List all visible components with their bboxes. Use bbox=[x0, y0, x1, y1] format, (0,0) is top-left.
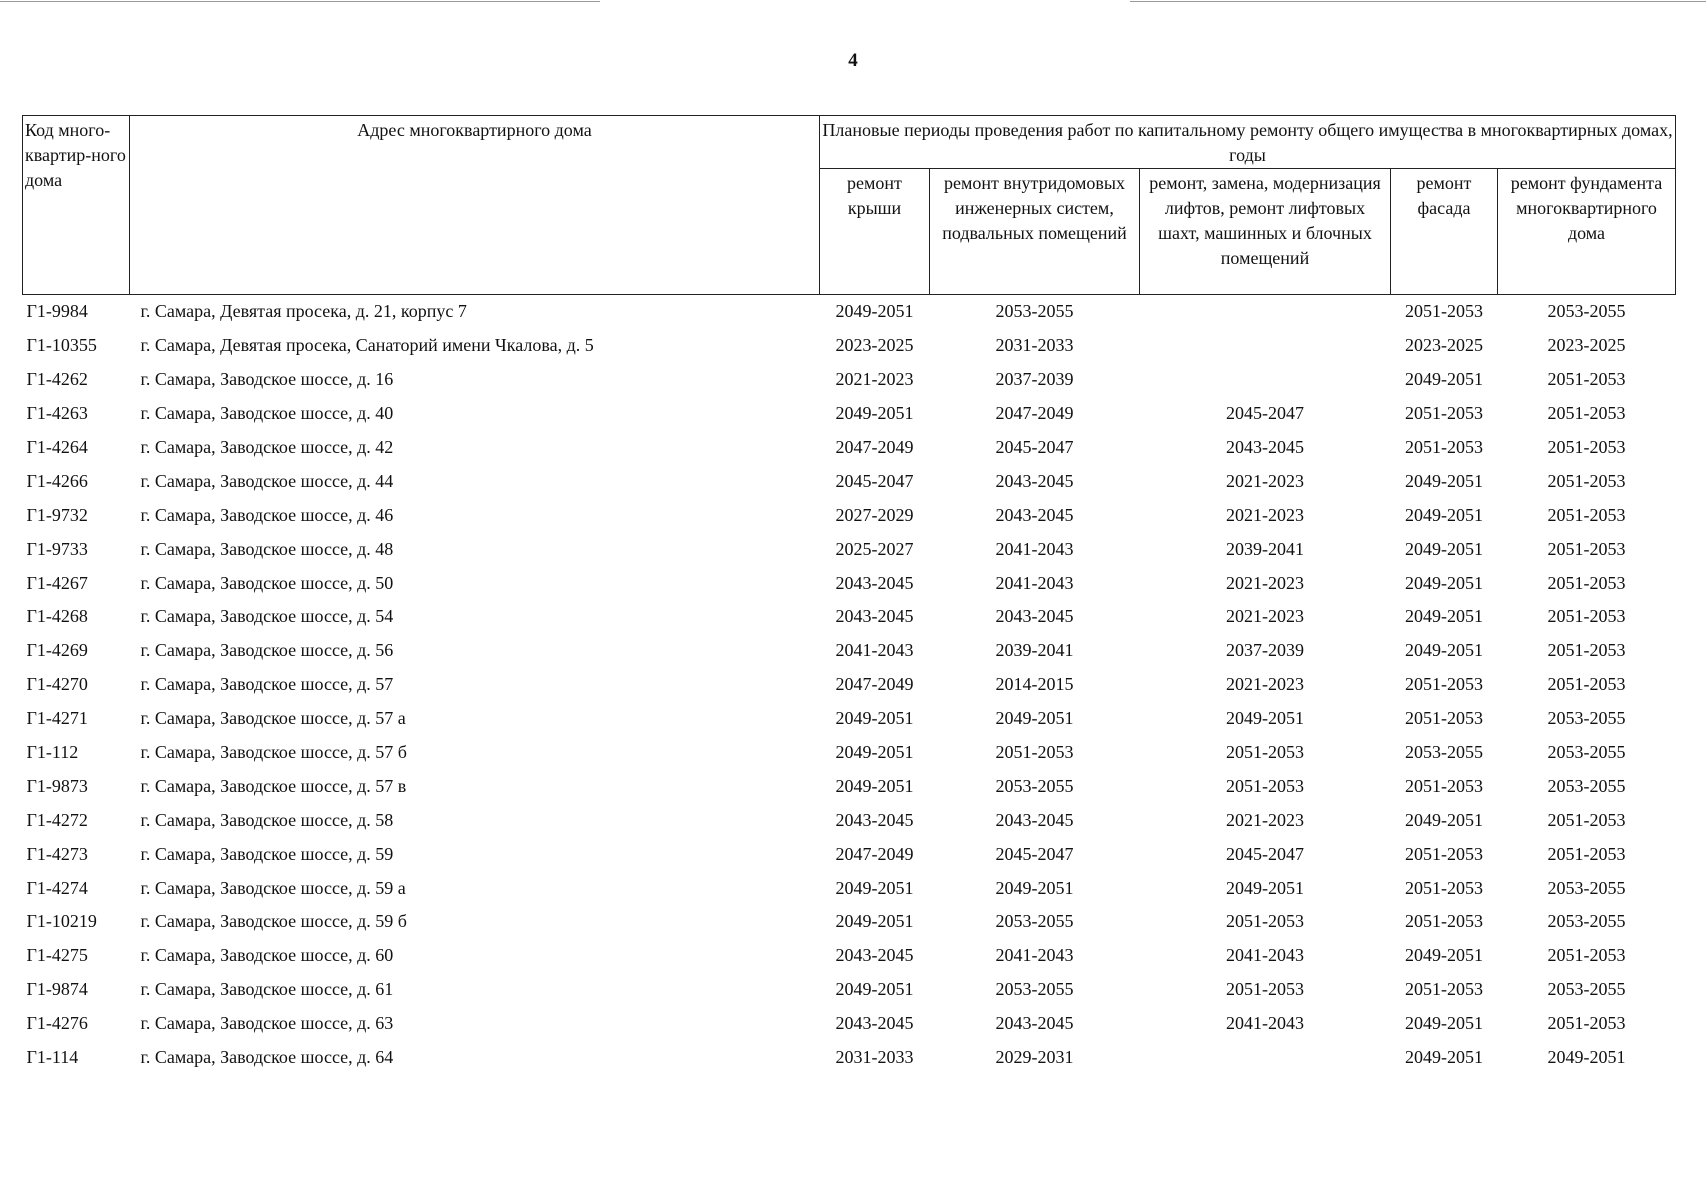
cell-roof: 2049-2051 bbox=[835, 877, 914, 898]
cell-engineering: 2014-2015 bbox=[995, 674, 1074, 695]
cell-code: Г1-10219 bbox=[26, 911, 97, 932]
cell-roof: 2049-2051 bbox=[835, 979, 914, 1000]
cell-facade: 2049-2051 bbox=[1405, 572, 1483, 593]
cell-address: г. Самара, Девятая просека, Санаторий имени Чкалова, д. 5 bbox=[140, 335, 594, 356]
cell-roof: 2031-2033 bbox=[835, 1047, 914, 1068]
cell-foundation: 2051-2053 bbox=[1547, 809, 1626, 830]
header-elevators: ремонт, замена, модернизация лифтов, ремонт лифтовых шахт, машинных и блочных помещений bbox=[1140, 169, 1391, 295]
cell-address: г. Самара, Заводское шоссе, д. 59 а bbox=[140, 877, 406, 898]
cell-facade: 2053-2055 bbox=[1405, 742, 1483, 763]
cell-elevators: 2045-2047 bbox=[1226, 403, 1304, 424]
table-row bbox=[23, 1041, 1676, 1075]
cell-facade: 2049-2051 bbox=[1405, 606, 1483, 627]
cell-address: г. Самара, Заводское шоссе, д. 63 bbox=[140, 1013, 394, 1034]
cell-roof: 2041-2043 bbox=[835, 640, 914, 661]
cell-facade: 2049-2051 bbox=[1405, 809, 1483, 830]
cell-roof: 2043-2045 bbox=[835, 945, 914, 966]
cell-foundation: 2051-2053 bbox=[1547, 504, 1626, 525]
cell-foundation: 2053-2055 bbox=[1547, 708, 1626, 729]
cell-code: Г1-4268 bbox=[26, 606, 88, 627]
cell-elevators: 2051-2053 bbox=[1226, 742, 1304, 763]
cell-roof: 2049-2051 bbox=[835, 742, 914, 763]
cell-engineering: 2049-2051 bbox=[995, 877, 1074, 898]
cell-foundation: 2051-2053 bbox=[1547, 640, 1626, 661]
cell-code: Г1-9733 bbox=[26, 538, 88, 559]
cell-foundation: 2051-2053 bbox=[1547, 1013, 1626, 1034]
header-roof: ремонт крыши bbox=[820, 169, 930, 295]
cell-address: г. Самара, Заводское шоссе, д. 40 bbox=[140, 403, 394, 424]
cell-code: Г1-4269 bbox=[26, 640, 88, 661]
cell-roof: 2025-2027 bbox=[835, 538, 914, 559]
cell-address: г. Самара, Заводское шоссе, д. 50 bbox=[140, 572, 394, 593]
table-row bbox=[23, 736, 1676, 770]
cell-engineering: 2031-2033 bbox=[995, 335, 1074, 356]
cell-code: Г1-9874 bbox=[26, 979, 88, 1000]
cell-code: Г1-112 bbox=[26, 742, 79, 763]
cell-foundation: 2051-2053 bbox=[1547, 674, 1626, 695]
cell-elevators: 2051-2053 bbox=[1226, 911, 1304, 932]
table-row bbox=[23, 837, 1676, 871]
cell-roof: 2049-2051 bbox=[835, 301, 914, 322]
table-body bbox=[23, 295, 1676, 1075]
cell-roof: 2047-2049 bbox=[835, 674, 914, 695]
table-row bbox=[23, 634, 1676, 668]
cell-elevators bbox=[1140, 329, 1391, 363]
cell-roof: 2027-2029 bbox=[835, 504, 914, 525]
cell-engineering: 2041-2043 bbox=[995, 572, 1074, 593]
cell-elevators: 2051-2053 bbox=[1226, 775, 1304, 796]
cell-foundation: 2051-2053 bbox=[1547, 945, 1626, 966]
cell-address: г. Самара, Заводское шоссе, д. 42 bbox=[140, 437, 394, 457]
cell-code: Г1-4276 bbox=[26, 1013, 88, 1034]
cell-elevators: 2039-2041 bbox=[1226, 538, 1304, 559]
cell-facade: 2051-2053 bbox=[1405, 437, 1483, 457]
cell-facade: 2051-2053 bbox=[1405, 877, 1483, 898]
table-row bbox=[23, 939, 1676, 973]
table-row bbox=[23, 329, 1676, 363]
header-periods-group: Плановые периоды проведения работ по капитальному ремонту общего имущества в многоквартирных домах, годы bbox=[820, 116, 1676, 169]
cell-foundation: 2053-2055 bbox=[1547, 979, 1626, 1000]
cell-code: Г1-4264 bbox=[26, 437, 88, 457]
cell-facade: 2051-2053 bbox=[1405, 775, 1483, 796]
cell-address: г. Самара, Заводское шоссе, д. 59 bbox=[140, 843, 394, 864]
cell-code: Г1-9732 bbox=[26, 504, 88, 525]
table-row bbox=[23, 905, 1676, 939]
cell-roof: 2043-2045 bbox=[835, 1013, 914, 1034]
cell-code: Г1-4267 bbox=[26, 572, 88, 593]
cell-foundation: 2051-2053 bbox=[1547, 437, 1626, 457]
cell-facade: 2051-2053 bbox=[1405, 911, 1483, 932]
table-row bbox=[23, 532, 1676, 566]
cell-facade: 2049-2051 bbox=[1405, 1047, 1483, 1068]
cell-code: Г1-114 bbox=[26, 1047, 79, 1068]
cell-engineering: 2043-2045 bbox=[995, 504, 1074, 525]
cell-elevators: 2049-2051 bbox=[1226, 708, 1304, 729]
cell-facade: 2049-2051 bbox=[1405, 538, 1483, 559]
cell-address: г. Самара, Заводское шоссе, д. 56 bbox=[140, 640, 394, 661]
cell-elevators: 2041-2043 bbox=[1226, 945, 1304, 966]
cell-elevators: 2045-2047 bbox=[1226, 843, 1304, 864]
cell-address: г. Самара, Заводское шоссе, д. 54 bbox=[140, 606, 394, 627]
cell-code: Г1-4272 bbox=[26, 809, 88, 830]
cell-facade: 2051-2053 bbox=[1405, 979, 1483, 1000]
table-row bbox=[23, 871, 1676, 905]
cell-engineering: 2043-2045 bbox=[995, 606, 1074, 627]
cell-address: г. Самара, Заводское шоссе, д. 59 б bbox=[140, 911, 407, 932]
cell-foundation: 2053-2055 bbox=[1547, 911, 1626, 932]
cell-engineering: 2041-2043 bbox=[995, 945, 1074, 966]
cell-code: Г1-4271 bbox=[26, 708, 88, 729]
cell-foundation: 2053-2055 bbox=[1547, 877, 1626, 898]
cell-roof: 2045-2047 bbox=[835, 470, 914, 491]
cell-foundation: 2051-2053 bbox=[1547, 403, 1626, 424]
table-row bbox=[23, 363, 1676, 397]
table-row bbox=[23, 702, 1676, 736]
cell-code: Г1-10355 bbox=[26, 335, 97, 356]
cell-facade: 2049-2051 bbox=[1405, 1013, 1483, 1034]
cell-foundation: 2051-2053 bbox=[1547, 369, 1626, 390]
cell-engineering: 2047-2049 bbox=[995, 403, 1074, 424]
cell-roof: 2021-2023 bbox=[835, 369, 914, 390]
cell-foundation: 2051-2053 bbox=[1547, 572, 1626, 593]
cell-foundation: 2051-2053 bbox=[1547, 470, 1626, 491]
cell-elevators: 2049-2051 bbox=[1226, 877, 1304, 898]
cell-engineering: 2051-2053 bbox=[995, 742, 1074, 763]
cell-roof: 2043-2045 bbox=[835, 809, 914, 830]
header-address: Адрес многоквартирного дома bbox=[130, 116, 820, 295]
cell-engineering: 2043-2045 bbox=[995, 470, 1074, 491]
cell-code: Г1-9984 bbox=[26, 301, 88, 322]
cell-engineering: 2037-2039 bbox=[995, 369, 1074, 390]
cell-elevators: 2021-2023 bbox=[1226, 470, 1304, 491]
cell-facade: 2049-2051 bbox=[1405, 945, 1483, 966]
cell-engineering: 2029-2031 bbox=[995, 1047, 1074, 1068]
cell-engineering: 2041-2043 bbox=[995, 538, 1074, 559]
cell-foundation: 2053-2055 bbox=[1547, 742, 1626, 763]
cell-code: Г1-4273 bbox=[26, 843, 88, 864]
cell-roof: 2047-2049 bbox=[835, 437, 914, 457]
cell-engineering: 2043-2045 bbox=[995, 809, 1074, 830]
cell-roof: 2049-2051 bbox=[835, 911, 914, 932]
cell-elevators: 2043-2045 bbox=[1226, 437, 1304, 457]
cell-foundation: 2053-2055 bbox=[1547, 775, 1626, 796]
cell-address: г. Самара, Заводское шоссе, д. 57 а bbox=[140, 708, 406, 729]
cell-engineering: 2045-2047 bbox=[995, 437, 1074, 457]
cell-facade: 2049-2051 bbox=[1405, 640, 1483, 661]
cell-address: г. Самара, Заводское шоссе, д. 57 bbox=[140, 674, 394, 695]
cell-facade: 2051-2053 bbox=[1405, 301, 1483, 322]
cell-address: г. Самара, Заводское шоссе, д. 57 в bbox=[140, 775, 407, 796]
table-row bbox=[23, 397, 1676, 431]
table-row bbox=[23, 431, 1676, 465]
table-row bbox=[23, 973, 1676, 1007]
cell-roof: 2043-2045 bbox=[835, 572, 914, 593]
table-row bbox=[23, 295, 1676, 329]
cell-facade: 2051-2053 bbox=[1405, 403, 1483, 424]
cell-address: г. Самара, Заводское шоссе, д. 46 bbox=[140, 504, 394, 525]
table-row bbox=[23, 600, 1676, 634]
table-row bbox=[23, 668, 1676, 702]
cell-roof: 2047-2049 bbox=[835, 843, 914, 864]
cell-address: г. Самара, Заводское шоссе, д. 57 б bbox=[140, 742, 407, 763]
cell-foundation: 2051-2053 bbox=[1547, 538, 1626, 559]
table-row bbox=[23, 803, 1676, 837]
cell-roof: 2023-2025 bbox=[835, 335, 914, 356]
header-code: Код много-квартир-ного дома bbox=[23, 116, 130, 295]
cell-elevators: 2051-2053 bbox=[1226, 979, 1304, 1000]
cell-elevators: 2041-2043 bbox=[1226, 1013, 1304, 1034]
cell-engineering: 2053-2055 bbox=[995, 775, 1074, 796]
cell-code: Г1-4266 bbox=[26, 470, 88, 491]
cell-foundation: 2051-2053 bbox=[1547, 606, 1626, 627]
cell-code: Г1-4275 bbox=[26, 945, 88, 966]
cell-address: г. Самара, Заводское шоссе, д. 60 bbox=[140, 945, 394, 966]
cell-roof: 2049-2051 bbox=[835, 775, 914, 796]
cell-elevators: 2021-2023 bbox=[1226, 572, 1304, 593]
header-facade: ремонт фасада bbox=[1391, 169, 1498, 295]
cell-facade: 2049-2051 bbox=[1405, 369, 1483, 390]
cell-facade: 2049-2051 bbox=[1405, 470, 1483, 491]
cell-elevators bbox=[1140, 1041, 1391, 1075]
page-number: 4 bbox=[848, 50, 858, 71]
cell-foundation: 2051-2053 bbox=[1547, 843, 1626, 864]
cell-foundation: 2049-2051 bbox=[1547, 1047, 1626, 1068]
cell-code: Г1-4270 bbox=[26, 674, 88, 695]
cell-elevators: 2021-2023 bbox=[1226, 674, 1304, 695]
cell-roof: 2043-2045 bbox=[835, 606, 914, 627]
capital-repair-schedule-table bbox=[22, 115, 1676, 1074]
cell-engineering: 2039-2041 bbox=[995, 640, 1074, 661]
cell-elevators: 2037-2039 bbox=[1226, 640, 1304, 661]
cell-elevators bbox=[1140, 295, 1391, 329]
cell-code: Г1-9873 bbox=[26, 775, 88, 796]
cell-foundation: 2023-2025 bbox=[1547, 335, 1626, 356]
table-row bbox=[23, 464, 1676, 498]
cell-engineering: 2053-2055 bbox=[995, 301, 1074, 322]
cell-code: Г1-4262 bbox=[26, 369, 88, 390]
cell-facade: 2049-2051 bbox=[1405, 504, 1483, 525]
cell-address: г. Самара, Заводское шоссе, д. 48 bbox=[140, 538, 394, 559]
cell-address: г. Самара, Заводское шоссе, д. 16 bbox=[140, 369, 394, 390]
table-row bbox=[23, 566, 1676, 600]
cell-address: г. Самара, Заводское шоссе, д. 44 bbox=[140, 470, 394, 491]
cell-code: Г1-4274 bbox=[26, 877, 88, 898]
cell-code: Г1-4263 bbox=[26, 403, 88, 424]
header-engineering: ремонт внутридомовых инженерных систем, подвальных помещений bbox=[930, 169, 1140, 295]
cell-facade: 2051-2053 bbox=[1405, 708, 1483, 729]
cell-facade: 2051-2053 bbox=[1405, 843, 1483, 864]
header-foundation: ремонт фундамента многоквартирного дома bbox=[1498, 169, 1676, 295]
table-row bbox=[23, 1007, 1676, 1041]
cell-facade: 2051-2053 bbox=[1405, 674, 1483, 695]
table-row bbox=[23, 769, 1676, 803]
cell-roof: 2049-2051 bbox=[835, 403, 914, 424]
cell-elevators bbox=[1140, 363, 1391, 397]
cell-address: г. Самара, Заводское шоссе, д. 64 bbox=[140, 1047, 394, 1068]
cell-address: г. Самара, Девятая просека, д. 21, корпус 7 bbox=[140, 301, 467, 322]
scan-edge-line-right bbox=[1130, 1, 1706, 2]
cell-engineering: 2053-2055 bbox=[995, 979, 1074, 1000]
cell-foundation: 2053-2055 bbox=[1547, 301, 1626, 322]
cell-elevators: 2021-2023 bbox=[1226, 606, 1304, 627]
table-row bbox=[23, 498, 1676, 532]
cell-facade: 2023-2025 bbox=[1405, 335, 1483, 356]
cell-engineering: 2045-2047 bbox=[995, 843, 1074, 864]
cell-address: г. Самара, Заводское шоссе, д. 58 bbox=[140, 809, 394, 830]
cell-engineering: 2043-2045 bbox=[995, 1013, 1074, 1034]
cell-address: г. Самара, Заводское шоссе, д. 61 bbox=[140, 979, 394, 1000]
cell-roof: 2049-2051 bbox=[835, 708, 914, 729]
cell-elevators: 2021-2023 bbox=[1226, 809, 1304, 830]
cell-engineering: 2049-2051 bbox=[995, 708, 1074, 729]
cell-engineering: 2053-2055 bbox=[995, 911, 1074, 932]
scan-edge-line-left bbox=[0, 1, 600, 2]
cell-elevators: 2021-2023 bbox=[1226, 504, 1304, 525]
